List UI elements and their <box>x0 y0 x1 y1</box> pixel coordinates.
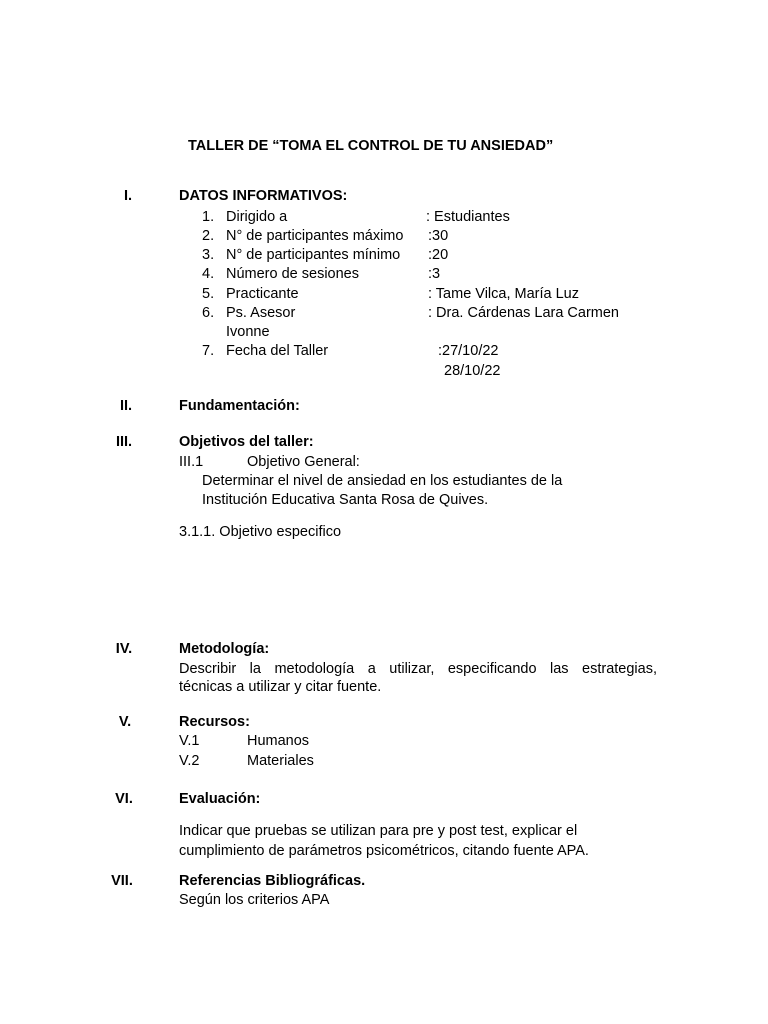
list-item-value: : Dra. Cárdenas Lara Carmen <box>428 305 619 321</box>
list-item-number: 6. <box>202 305 215 321</box>
section-heading-objetivos: Objetivos del taller: <box>179 434 314 450</box>
list-item-value-second-date: 28/10/22 <box>444 363 501 379</box>
section-numeral-v: V. <box>118 714 132 730</box>
list-item-value: :27/10/22 <box>438 343 499 359</box>
resource-label: Humanos <box>247 733 310 749</box>
general-objective-text: Institución Educativa Santa Rosa de Quives. <box>202 492 489 508</box>
list-item-number: 1. <box>202 209 215 225</box>
section-numeral-ii: II. <box>119 398 133 414</box>
references-text: Según los criterios APA <box>179 892 330 908</box>
resource-number: V.1 <box>179 733 200 749</box>
section-heading-recursos: Recursos: <box>179 714 250 730</box>
subsection-label: Objetivo General: <box>247 454 360 470</box>
general-objective-text: Determinar el nivel de ansiedad en los estudiantes de la <box>202 473 563 489</box>
section-heading-evaluacion: Evaluación: <box>179 791 261 807</box>
list-item-number: 2. <box>202 228 215 244</box>
list-item-value: : Tame Vilca, María Luz <box>428 286 579 302</box>
evaluation-text: Indicar que pruebas se utilizan para pre y post test, explicar el <box>179 823 578 839</box>
list-item-label: N° de participantes mínimo <box>226 247 401 263</box>
list-item-value: : Estudiantes <box>426 209 510 225</box>
section-numeral-iv: IV. <box>115 641 133 657</box>
section-heading-referencias: Referencias Bibliográficas. <box>179 873 366 889</box>
specific-objective-label: 3.1.1. Objetivo especifico <box>179 524 342 540</box>
list-item-label: Ps. Asesor <box>226 305 296 321</box>
section-numeral-vi: VI. <box>115 791 133 807</box>
resource-label: Materiales <box>247 753 314 769</box>
section-heading-metodologia: Metodología: <box>179 641 270 657</box>
list-item-number: 7. <box>202 343 215 359</box>
list-item-value: :30 <box>428 228 449 244</box>
list-item-value: :20 <box>428 247 449 263</box>
list-item-number: 3. <box>202 247 215 263</box>
section-numeral-vii: VII. <box>111 873 133 889</box>
document-title: TALLER DE “TOMA EL CONTROL DE TU ANSIEDAD” <box>188 138 554 154</box>
methodology-text: técnicas a utilizar y citar fuente. <box>179 679 382 695</box>
section-heading-fundamentacion: Fundamentación: <box>179 398 300 414</box>
evaluation-text: cumplimiento de parámetros psicométricos, citando fuente APA. <box>179 843 589 859</box>
methodology-text: Describir la metodología a utilizar, especificando las estrategias, <box>179 661 657 677</box>
list-item-number: 4. <box>202 266 215 282</box>
list-item-value: :3 <box>428 266 441 282</box>
list-item-label: N° de participantes máximo <box>226 228 404 244</box>
resource-number: V.2 <box>179 753 200 769</box>
list-item-label: Practicante <box>226 286 299 302</box>
list-item-label: Dirigido a <box>226 209 288 225</box>
list-item-label: Número de sesiones <box>226 266 359 282</box>
list-item-value-continuation: Ivonne <box>226 324 270 340</box>
subsection-number: III.1 <box>179 454 204 470</box>
list-item-label: Fecha del Taller <box>226 343 329 359</box>
section-heading-datos: DATOS INFORMATIVOS: <box>179 188 348 204</box>
section-numeral-i: I. <box>123 188 133 204</box>
section-numeral-iii: III. <box>115 434 133 450</box>
list-item-number: 5. <box>202 286 215 302</box>
